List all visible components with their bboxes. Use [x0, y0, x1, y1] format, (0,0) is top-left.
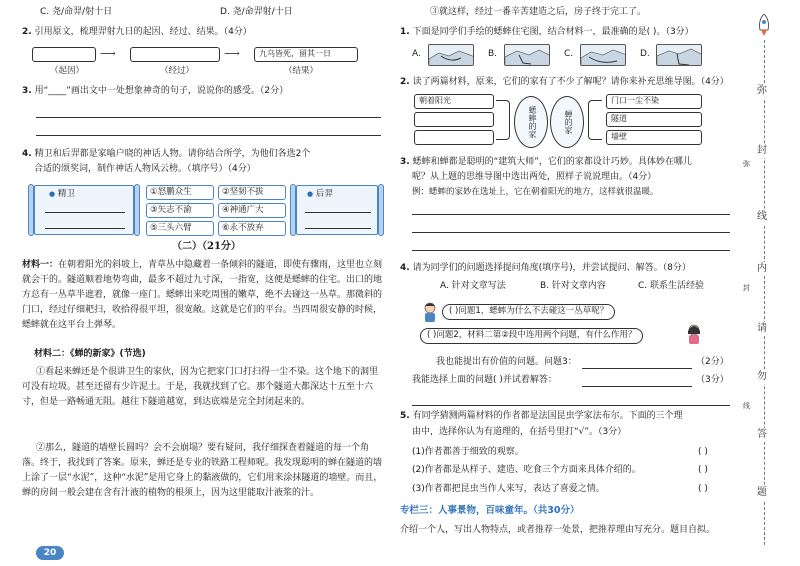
- question-r4: 4. 请为同学们的问题选择提问角度(填序号)，并尝试提问、解答。（8分）: [400, 263, 691, 273]
- question-4: 4. 精卫和后羿都是家喻户晓的神话人物。请你结合所学，为他们各选2个: [22, 149, 311, 159]
- cicada-home-node: 蝉的家: [550, 96, 584, 148]
- idiom-4: ④神通广大: [218, 203, 286, 218]
- flow-result-box: 九乌皆死，留其一日: [254, 47, 358, 62]
- answer-line[interactable]: [412, 405, 730, 406]
- pic-option-d[interactable]: D.: [640, 49, 650, 59]
- student-girl-icon: [686, 324, 702, 344]
- reason-3-checkbox[interactable]: ( ): [698, 484, 708, 494]
- answer-line[interactable]: [36, 135, 381, 136]
- burrow-picture-c[interactable]: [580, 44, 626, 66]
- seal-strip: 弥 封 线 内 请 勿 答 题 弥 封 线: [735, 0, 800, 566]
- arrow-right-icon: ⟶: [224, 47, 240, 60]
- seal-line: [764, 40, 765, 545]
- option-c[interactable]: C. 尧/命羿/射十日: [40, 7, 113, 17]
- question-r2: 2. 读了两篇材料，原来，它们的家有了不少了解呢？请你来补充思维导图。（4分）: [400, 77, 729, 87]
- question-r3: 3. 蟋蟀和蝉都是聪明的“建筑大师”，它们的家都设计巧妙。具体妙在哪儿: [400, 157, 692, 167]
- reason-1: (1)作者都善于细致的观察。: [412, 447, 524, 457]
- map-box-clean-door: 门口一尘不染: [606, 94, 702, 109]
- reason-2: (2)作者都是从样子、建造、吃食三个方面来具体介绍的。: [412, 465, 641, 475]
- idiom-1: ①怒鹏众生: [146, 185, 214, 200]
- answer-line[interactable]: [582, 386, 692, 387]
- angle-c[interactable]: C. 联系生活经验: [638, 281, 705, 291]
- question-bubble-1[interactable]: ( )问题1，蟋蟀为什么不去碰这一丛草呢？: [442, 304, 615, 320]
- burrow-picture-a[interactable]: [428, 44, 474, 66]
- reason-3: (3)作者都把昆虫当作人来写，表达了喜爱之情。: [412, 484, 605, 494]
- label-process: （经过）: [160, 66, 195, 76]
- material-2-paragraph-3: ③就这样，经过一番辛苦建造之后，房子终于完工了。: [430, 7, 647, 17]
- scroll-roll: [378, 184, 384, 236]
- answer-line[interactable]: [305, 212, 371, 213]
- question-r5: 5. 有同学猜测两篇材料的作者都是法国昆虫学家法布尔。下面的三个理: [400, 411, 683, 421]
- scroll-roll: [134, 184, 140, 236]
- dot-icon: ●: [49, 190, 56, 198]
- page-number: 20: [36, 546, 64, 560]
- dot-icon: ●: [307, 190, 314, 198]
- idiom-5: ⑤三头六臂: [146, 221, 214, 236]
- reason-1-checkbox[interactable]: ( ): [698, 447, 708, 457]
- map-box-tunnel: 隧道: [606, 112, 702, 127]
- material-2-title: 材料二：《蝉的新家》(节选): [34, 349, 146, 359]
- reason-2-checkbox[interactable]: ( ): [698, 465, 708, 475]
- question-r3-line2: 呢？从上题的思维导图中选出两处，照样子说说理由。（4分）: [412, 172, 657, 182]
- label-result: （结果）: [284, 66, 319, 76]
- jingwei-scroll: ● 精卫: [34, 185, 134, 235]
- burrow-picture-d[interactable]: [656, 44, 702, 66]
- answer-line[interactable]: [582, 368, 692, 369]
- section-2-title: （二）（21分）: [172, 241, 241, 252]
- burrow-picture-b[interactable]: [504, 44, 550, 66]
- question-r5-line2: 由中，选择你认为有道理的，在括号里打“√”。（3分）: [412, 427, 627, 437]
- arrow-right-icon: ⟶: [100, 47, 116, 60]
- question-4-line2: 合适的颂奖词，制作神话人物风云榜。（填序号）（4分）: [34, 164, 256, 174]
- map-box-wall: 墙壁: [606, 130, 702, 145]
- pic-option-a[interactable]: A.: [412, 49, 421, 59]
- angle-b[interactable]: B. 针对文章内容: [540, 281, 606, 291]
- score-3: （3分）: [696, 375, 729, 385]
- idiom-2: ②坚韧不拔: [218, 185, 286, 200]
- bracket-right: [588, 100, 602, 140]
- option-d[interactable]: D. 尧/命羿射/十日: [220, 7, 293, 17]
- answer-line[interactable]: [45, 212, 125, 213]
- label-cause: （起因）: [50, 66, 85, 76]
- angle-a[interactable]: A. 针对文章写法: [440, 281, 506, 291]
- student-boy-icon: [422, 302, 438, 322]
- question-2: 2. 引用原文，梳理羿射九日的起因、经过、结果。（4分）: [22, 27, 252, 37]
- bracket-left: [496, 100, 510, 140]
- material-1: 材料一：在朝着阳光的斜坡上，青草丛中隐藏着一条倾斜的隧道，即使有骤雨，这里也立刻就会干的。隧道顺着地势弯曲，最多不超过九寸深，一指宽，这便是蟋蟀的住宅。出口的地方总有一丛草半遮着，就像一座门。蟋蟀出来吃周围的嫩草，绝不去碰这一丛草。那微斜的门口，经过仔细耙扫，收拾得很平坦，很宽敞。这就是它们的平台。当四周很安静的时候，蟋蟀就在这平台上弹琴。: [22, 260, 383, 330]
- answer-line[interactable]: [412, 250, 730, 251]
- answer-select-line: 我能选择上面的问题( )并试着解答：: [412, 375, 557, 385]
- answer-line[interactable]: [412, 232, 730, 233]
- map-box-blank[interactable]: [414, 130, 494, 145]
- cricket-home-node: 蟋蟀的家: [514, 96, 548, 148]
- material-2-paragraph-2: ②那么，隧道的墙壁长圆吗？会不会崩塌？要有疑问，我仔细探查着隧道的每一个角落。终于，我找到了答案。原来，蝉还是专业的铁路工程师呢。我发现聪明的蝉在隧道的墙上涂了一层“水泥”，这种“水泥”是用它身上的黏液做的，它们用来涂抹隧道的墙壁。而且，蝉的房间一般会建在含有汁液的植物的根须上，因为这里能取汁液浆的汁。: [22, 443, 383, 498]
- material-2-paragraph-1: ①看起来蝉还是个很讲卫生的家伙，因为它把家门口打扫得一尘不染。这个地下的洞里可没有垃圾。甚至还留有少许泥土。于是，我就找到了它。那个隧道大都深达十五至十六寸，但是一路畅通无阻。越往下隧道越宽，到达底端是完全封闭起来的。: [22, 367, 379, 407]
- houyi-scroll: ● 后羿: [296, 185, 378, 235]
- example-text: 例：蟋蟀的家妙在选址上，它在朝着阳光的地方，这样就很温暖。: [412, 187, 659, 197]
- answer-line[interactable]: [412, 214, 730, 215]
- map-box-sunny: 朝着阳光: [414, 94, 494, 109]
- question-3: 3. 用“____”画出文中一处想象神奇的句子，说说你的感受。（2分）: [22, 86, 289, 96]
- question-bubble-2[interactable]: ( )问题2，材料二第②段中连用两个问题，有什么作用？: [420, 328, 643, 344]
- rocket-icon: [758, 14, 770, 41]
- question-r1: 1. 下面是同学们手绘的蟋蟀住宅图，结合材料一，最准确的是( )。（3分）: [400, 27, 694, 37]
- answer-line[interactable]: [36, 117, 381, 118]
- answer-line[interactable]: [305, 228, 371, 229]
- idiom-3: ③矢志不渝: [146, 203, 214, 218]
- map-box-blank[interactable]: [414, 112, 494, 127]
- idiom-6: ⑥永不放弃: [218, 221, 286, 236]
- pic-option-b[interactable]: B.: [488, 49, 498, 59]
- score-2: （2分）: [696, 357, 729, 367]
- flow-cause-box[interactable]: [32, 47, 96, 62]
- question-3-line: 我也能提出有价值的问题。问题3：: [436, 357, 577, 367]
- section-3-banner: 专栏三：人事景物，百味童年。（共30分）: [400, 505, 580, 516]
- writing-prompt: 介绍一个人，写出人物特点，或者推荐一处景，把推荐理由写充分。题目自拟。: [400, 525, 716, 535]
- flow-process-box[interactable]: [130, 47, 220, 62]
- answer-line[interactable]: [45, 228, 125, 229]
- pic-option-c[interactable]: C.: [564, 49, 574, 59]
